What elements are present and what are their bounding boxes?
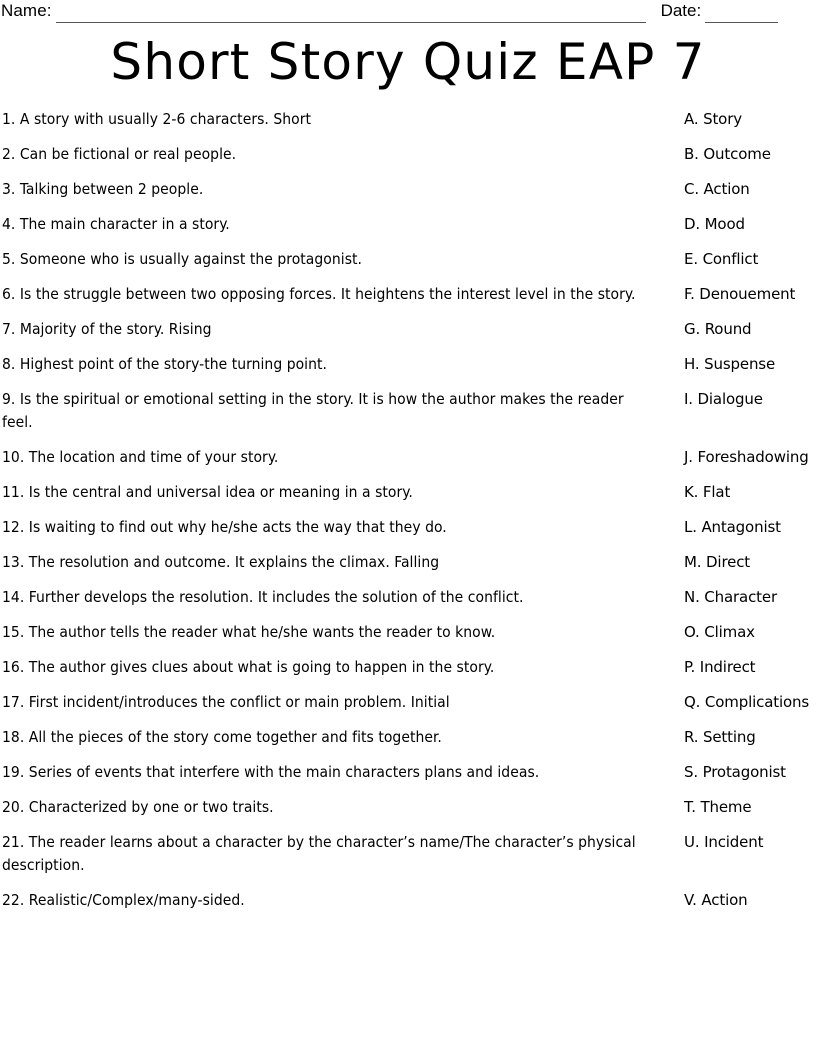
answer-choice[interactable]: F. Denouement bbox=[684, 285, 796, 303]
question-item[interactable]: 8. Highest point of the story-the turning point. bbox=[2, 355, 327, 373]
quiz-row bbox=[0, 108, 816, 143]
quiz-row bbox=[0, 248, 816, 283]
question-item[interactable]: 22. Realistic/Complex/many-sided. bbox=[2, 891, 245, 909]
quiz-row bbox=[0, 656, 816, 691]
answer-choice[interactable]: D. Mood bbox=[684, 215, 745, 233]
answer-choice[interactable]: O. Climax bbox=[684, 623, 755, 641]
question-item[interactable]: 17. First incident/introduces the conflict or main problem. Initial bbox=[2, 693, 450, 711]
answer-choice[interactable]: R. Setting bbox=[684, 728, 756, 746]
answer-choice[interactable]: B. Outcome bbox=[684, 145, 771, 163]
quiz-row bbox=[0, 551, 816, 586]
answer-choice[interactable]: M. Direct bbox=[684, 553, 751, 571]
answer-choice[interactable]: L. Antagonist bbox=[684, 518, 781, 536]
answer-choice[interactable]: N. Character bbox=[684, 588, 778, 606]
question-item[interactable]: 18. All the pieces of the story come together and fits together. bbox=[2, 728, 442, 746]
question-item[interactable]: 2. Can be fictional or real people. bbox=[2, 145, 237, 163]
quiz-row bbox=[0, 178, 816, 213]
quiz-row bbox=[0, 481, 816, 516]
question-item[interactable]: 21. The reader learns about a character by the character’s name/The character’s physical description. bbox=[2, 833, 636, 874]
name-blank-line[interactable] bbox=[56, 22, 646, 23]
quiz-row bbox=[0, 726, 816, 761]
question-item[interactable]: 16. The author gives clues about what is going to happen in the story. bbox=[2, 658, 495, 676]
answer-choice[interactable]: I. Dialogue bbox=[684, 390, 763, 408]
quiz-row bbox=[0, 889, 816, 924]
answer-choice[interactable]: T. Theme bbox=[684, 798, 752, 816]
answer-choice[interactable]: J. Foreshadowing bbox=[684, 448, 809, 466]
question-item[interactable]: 19. Series of events that interfere with the main characters plans and ideas. bbox=[2, 763, 540, 781]
quiz-row bbox=[0, 446, 816, 481]
name-label: Name: bbox=[1, 1, 52, 20]
answer-choice[interactable]: E. Conflict bbox=[684, 250, 759, 268]
question-item[interactable]: 7. Majority of the story. Rising bbox=[2, 320, 212, 338]
question-item[interactable]: 6. Is the struggle between two opposing forces. It heightens the interest level in the story. bbox=[2, 285, 636, 303]
answer-choice[interactable]: H. Suspense bbox=[684, 355, 776, 373]
answer-choice[interactable]: A. Story bbox=[684, 110, 742, 128]
question-item[interactable]: 14. Further develops the resolution. It includes the solution of the conflict. bbox=[2, 588, 524, 606]
question-item[interactable]: 4. The main character in a story. bbox=[2, 215, 230, 233]
quiz-row bbox=[0, 143, 816, 178]
quiz-row bbox=[0, 213, 816, 248]
quiz-row bbox=[0, 388, 816, 446]
quiz-row bbox=[0, 831, 816, 889]
quiz-row bbox=[0, 283, 816, 318]
quiz-row bbox=[0, 691, 816, 726]
question-item[interactable]: 12. Is waiting to find out why he/she acts the way that they do. bbox=[2, 518, 447, 536]
question-item[interactable]: 15. The author tells the reader what he/she wants the reader to know. bbox=[2, 623, 496, 641]
question-item[interactable]: 1. A story with usually 2-6 characters. Short bbox=[2, 110, 312, 128]
answer-choice[interactable]: C. Action bbox=[684, 180, 750, 198]
answer-choice[interactable]: P. Indirect bbox=[684, 658, 756, 676]
quiz-row bbox=[0, 586, 816, 621]
question-item[interactable]: 5. Someone who is usually against the protagonist. bbox=[2, 250, 363, 268]
answer-choice[interactable]: S. Protagonist bbox=[684, 763, 786, 781]
question-item[interactable]: 11. Is the central and universal idea or meaning in a story. bbox=[2, 483, 413, 501]
date-blank-line[interactable] bbox=[705, 22, 778, 23]
date-label: Date: bbox=[660, 1, 702, 20]
answer-choice[interactable]: G. Round bbox=[684, 320, 752, 338]
question-item[interactable]: 13. The resolution and outcome. It explains the climax. Falling bbox=[2, 553, 440, 571]
quiz-row bbox=[0, 318, 816, 353]
quiz-row bbox=[0, 353, 816, 388]
question-item[interactable]: 9. Is the spiritual or emotional setting in the story. It is how the author makes the reader feel. bbox=[2, 390, 624, 431]
quiz-row bbox=[0, 621, 816, 656]
quiz-row bbox=[0, 761, 816, 796]
question-item[interactable]: 3. Talking between 2 people. bbox=[2, 180, 204, 198]
question-item[interactable]: 10. The location and time of your story. bbox=[2, 448, 279, 466]
page-title: Short Story Quiz EAP 7 bbox=[110, 33, 706, 91]
worksheet-header bbox=[0, 0, 816, 26]
answer-choice[interactable]: Q. Complications bbox=[684, 693, 810, 711]
question-item[interactable]: 20. Characterized by one or two traits. bbox=[2, 798, 274, 816]
quiz-row bbox=[0, 796, 816, 831]
answer-choice[interactable]: U. Incident bbox=[684, 833, 764, 851]
answer-choice[interactable]: V. Action bbox=[684, 891, 748, 909]
quiz-row bbox=[0, 516, 816, 551]
matching-quiz bbox=[0, 108, 816, 924]
answer-choice[interactable]: K. Flat bbox=[684, 483, 731, 501]
